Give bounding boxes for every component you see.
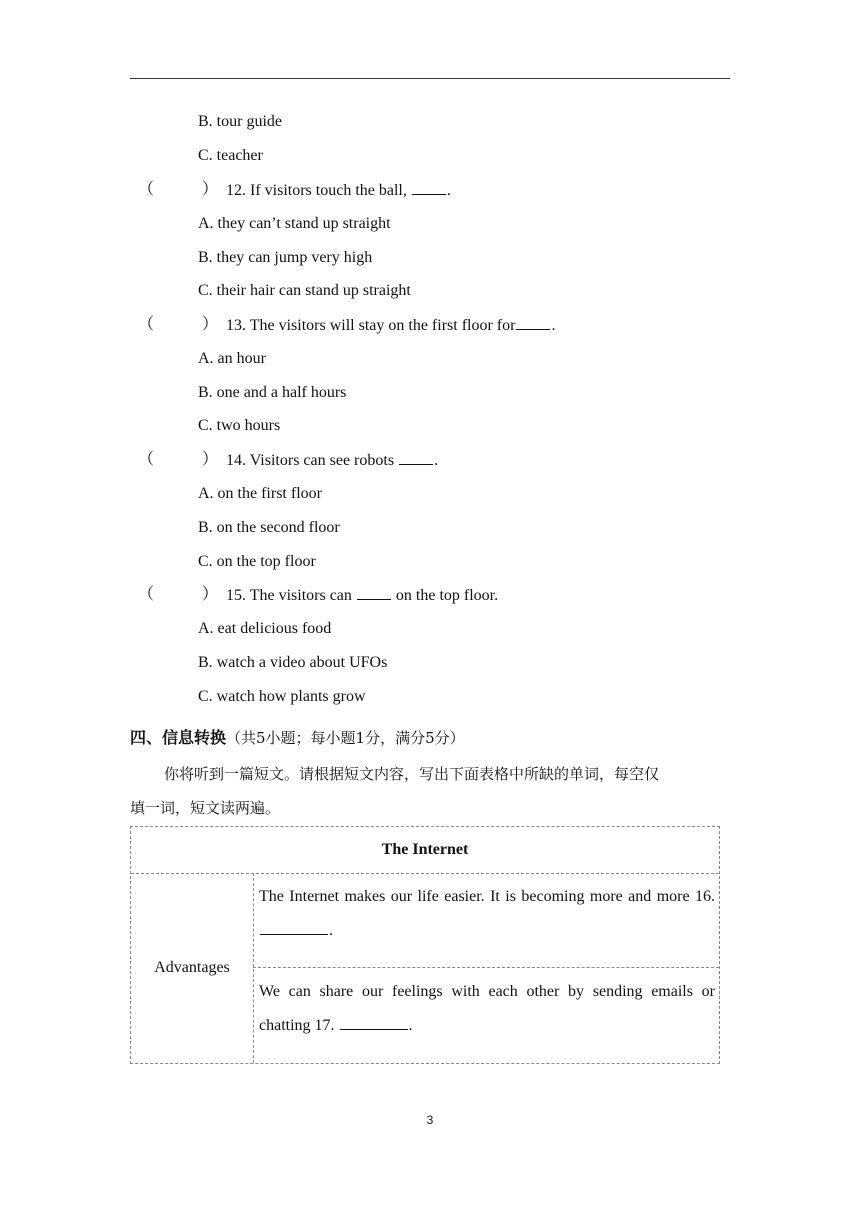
section-instructions <box>130 757 730 825</box>
option-q15-b: B. watch a video about UFOs <box>198 654 388 671</box>
table-cell-16: The Internet makes our life easier. It is becoming more and more 16. . <box>253 873 719 968</box>
option-q15-a: A. eat delicious food <box>198 620 332 637</box>
answer-paren-close: ） <box>202 586 219 603</box>
section-scoring-note: （共5小题；每小题1分，满分5分） <box>226 729 465 747</box>
question-stem: 13. The visitors will stay on the first floor for . <box>226 317 556 334</box>
answer-paren-close: ） <box>202 181 219 198</box>
question-stem: 14. Visitors can see robots . <box>226 452 439 469</box>
answer-paren-open: （ <box>138 181 155 198</box>
info-table <box>130 826 720 1064</box>
option-q11-c: C. teacher <box>198 147 263 164</box>
question-stem: 15. The visitors can on the top floor. <box>226 587 499 604</box>
option-q13-b: B. one and a half hours <box>198 384 347 401</box>
answer-blank <box>357 585 391 600</box>
option-q13-a: A. an hour <box>198 350 266 367</box>
option-q11-b: B. tour guide <box>198 113 282 130</box>
option-q14-b: B. on the second floor <box>198 519 340 536</box>
answer-paren-close: ） <box>202 316 219 333</box>
instructions-line-2: 填一词，短文读两遍。 <box>130 799 281 817</box>
section-title: 四、信息转换 <box>130 728 227 747</box>
option-q14-c: C. on the top floor <box>198 553 316 570</box>
option-q12-b: B. they can jump very high <box>198 249 373 266</box>
option-q14-a: A. on the first floor <box>198 485 322 502</box>
answer-blank <box>516 315 550 330</box>
table-row-label: Advantages <box>131 873 254 1063</box>
option-q13-c: C. two hours <box>198 417 281 434</box>
instructions-line-1: 你将听到一篇短文。请根据短文内容，写出下面表格中所缺的单词，每空仅 <box>164 765 660 783</box>
page-number: 3 <box>426 1113 434 1127</box>
table-title: The Internet <box>131 827 719 874</box>
answer-paren-close: ） <box>202 451 219 468</box>
answer-paren-open: （ <box>138 316 155 333</box>
answer-blank-17[interactable] <box>340 1015 408 1030</box>
table-cell-17: We can share our feelings with each other by sending emails or chatting 17. . <box>259 983 715 1034</box>
answer-blank <box>412 180 446 195</box>
answer-paren-open: （ <box>138 451 155 468</box>
header-rule <box>130 78 730 79</box>
question-stem: 12. If visitors touch the ball, . <box>226 182 451 199</box>
section-heading <box>130 725 465 748</box>
option-q15-c: C. watch how plants grow <box>198 688 366 705</box>
option-q12-a: A. they can’t stand up straight <box>198 215 391 232</box>
answer-blank <box>399 450 433 465</box>
option-q12-c: C. their hair can stand up straight <box>198 282 411 299</box>
answer-blank-16[interactable] <box>260 920 328 935</box>
answer-paren-open: （ <box>138 586 155 603</box>
